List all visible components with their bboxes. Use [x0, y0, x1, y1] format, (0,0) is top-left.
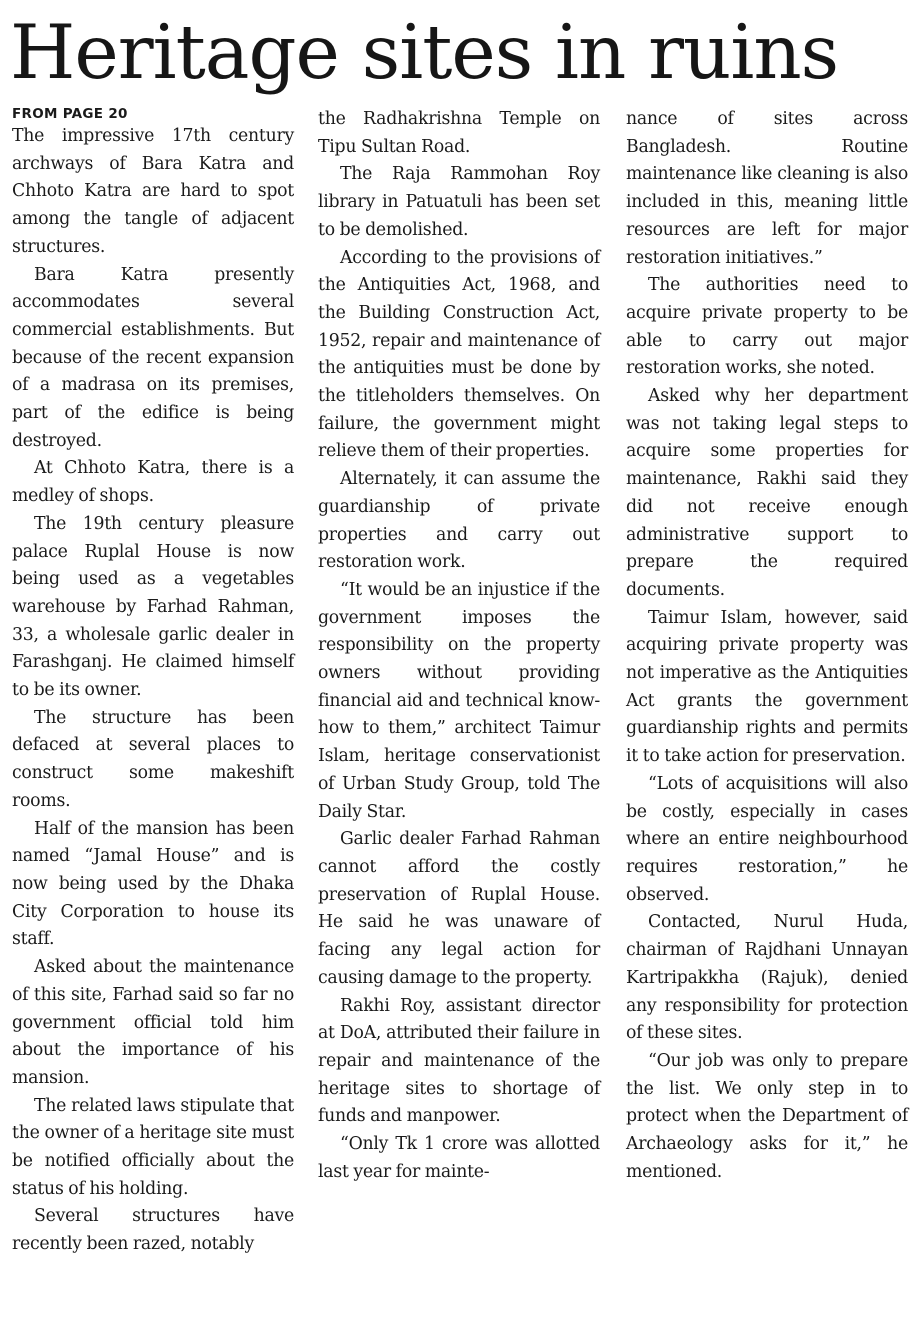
paragraph: Half of the mansion has been named “Jamal House” and is now being used by the Dhaka City Corporation to house its staff.	[12, 818, 294, 950]
paragraph: Taimur Islam, however, said acquiring private property was not imperative as the Antiquities Act grants the government guardianship rights and permits it to take action for preservation.	[626, 607, 908, 767]
paragraph: Several structures have recently been razed, notably	[12, 1206, 294, 1255]
paragraph: The Raja Rammohan Roy library in Patuatuli has been set to be demolished.	[318, 164, 600, 240]
paragraph: nance of sites across Bangladesh. Routine maintenance like cleaning is also included in this, meaning little resources are left for major restoration initiatives.”	[626, 109, 908, 268]
paragraph: The authorities need to acquire private property to be able to carry out major restoration works, she noted.	[626, 275, 908, 379]
paragraph: Contacted, Nurul Huda, chairman of Rajdhani Unnayan Kartripakkha (Rajuk), denied any responsibility for protection of these sites.	[626, 912, 908, 1044]
paragraph: Rakhi Roy, assistant director at DoA, attributed their failure in repair and maintenance of the heritage sites to shortage of funds and manpower.	[318, 995, 600, 1127]
paragraph: The impressive 17th century archways of Bara Katra and Chhoto Katra are hard to spot among the tangle of adjacent structures.	[12, 126, 294, 257]
article-column-1	[12, 106, 294, 1259]
article-column-2	[318, 106, 600, 1186]
paragraph: the Radhakrishna Temple on Tipu Sultan Road.	[318, 109, 600, 157]
paragraph: Asked about the maintenance of this site, Farhad said so far no government official told him about the importance of his mansion.	[12, 957, 294, 1088]
paragraph: The related laws stipulate that the owner of a heritage site must be notified officially about the status of his holding.	[12, 1095, 294, 1199]
paragraph: The structure has been defaced at several places to construct some makeshift rooms.	[12, 707, 294, 811]
paragraph: Garlic dealer Farhad Rahman cannot afford the costly preservation of Ruplal House. He said he was unaware of facing any legal action for causing damage to the property.	[318, 829, 600, 988]
paragraph: “Only Tk 1 crore was allotted last year for mainte-	[318, 1134, 600, 1182]
paragraph: Asked why her department was not taking legal steps to acquire some properties for maintenance, Rakhi said they did not receive enough administrative support to prepare the required documents.	[626, 386, 908, 600]
paragraph: “Lots of acquisitions will also be costly, especially in cases where an entire neighbourhood requires restoration,” he observed.	[626, 773, 908, 905]
paragraph: According to the provisions of the Antiquities Act, 1968, and the Building Construction Act, 1952, repair and maintenance of the antiquities must be done by the titleholders themselves. On failure, the government might relieve them of their properties.	[318, 247, 600, 462]
paragraph: “Our job was only to prepare the list. We only step in to protect when the Department of Archaeology asks for it,” he mentioned.	[626, 1050, 908, 1182]
article-column-3	[626, 106, 908, 1186]
paragraph: Bara Katra presently accommodates several commercial establishments. But because of the recent expansion of a madrasa on its premises, part of the edifice is being destroyed.	[12, 264, 294, 451]
paragraph: The 19th century pleasure palace Ruplal House is now being used as a vegetables warehouse by Farhad Rahman, 33, a wholesale garlic dealer in Farashganj. He claimed himself to be its owner.	[12, 513, 294, 701]
paragraph: Alternately, it can assume the guardianship of private properties and carry out restoration work.	[318, 469, 600, 573]
paragraph: At Chhoto Katra, there is a medley of shops.	[12, 458, 294, 507]
paragraph: “It would be an injustice if the government imposes the responsibility on the property owners without providing financial aid and technical know-how to them,” architect Taimur Islam, heritage conservationist of Urban Study Group, told The Daily Star.	[318, 579, 600, 822]
continuation-kicker: FROM PAGE 20	[12, 106, 128, 122]
headline: Heritage sites in ruins	[10, 8, 839, 96]
